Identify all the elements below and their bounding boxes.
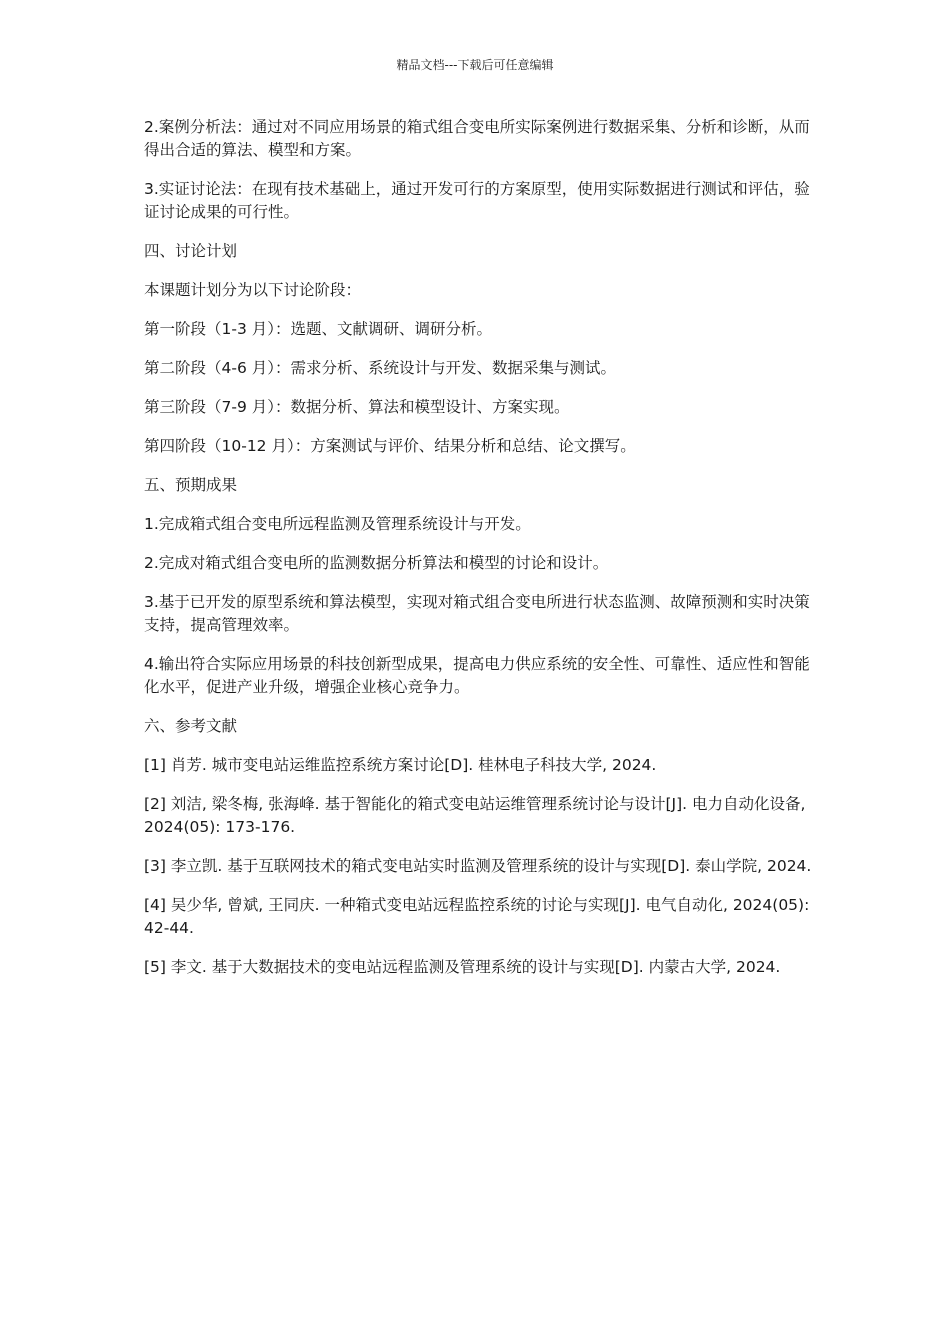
method-empirical: 3.实证讨论法：在现有技术基础上，通过开发可行的方案原型，使用实际数据进行测试和评估，验证讨论成果的可行性。 (144, 180, 810, 221)
plan-stage-3: 第三阶段（7-9 月）：数据分析、算法和模型设计、方案实现。 (144, 398, 570, 416)
page-header: 精品文档---下载后可任意编辑 (396, 58, 554, 72)
result-item-4: 4.输出符合实际应用场景的科技创新型成果，提高电力供应系统的安全性、可靠性、适应性和智能化水平，促进产业升级，增强企业核心竞争力。 (144, 655, 810, 696)
method-case-analysis: 2.案例分析法：通过对不同应用场景的箱式组合变电所实际案例进行数据采集、分析和诊断，从而得出合适的算法、模型和方案。 (144, 118, 810, 159)
reference-item-1: [1] 肖芳. 城市变电站运维监控系统方案讨论[D]. 桂林电子科技大学, 2024. (144, 756, 657, 774)
result-item-2: 2.完成对箱式组合变电所的监测数据分析算法和模型的讨论和设计。 (144, 554, 609, 572)
plan-stage-1: 第一阶段（1-3 月）：选题、文献调研、调研分析。 (144, 320, 492, 338)
section-heading-results: 五、预期成果 (144, 476, 238, 494)
reference-item-5: [5] 李文. 基于大数据技术的变电站远程监测及管理系统的设计与实现[D]. 内蒙古大学, 2024. (144, 958, 781, 976)
section-heading-plan: 四、讨论计划 (144, 242, 238, 260)
document-body (144, 116, 816, 995)
plan-intro: 本课题计划分为以下讨论阶段： (144, 281, 362, 299)
result-item-1: 1.完成箱式组合变电所远程监测及管理系统设计与开发。 (144, 515, 531, 533)
plan-stage-2: 第二阶段（4-6 月）：需求分析、系统设计与开发、数据采集与测试。 (144, 359, 616, 377)
section-heading-references: 六、参考文献 (144, 717, 238, 735)
plan-stage-4: 第四阶段（10-12 月）：方案测试与评价、结果分析和总结、论文撰写。 (144, 437, 636, 455)
reference-item-3: [3] 李立凯. 基于互联网技术的箱式变电站实时监测及管理系统的设计与实现[D]. 泰山学院, 2024. (144, 857, 812, 875)
result-item-3: 3.基于已开发的原型系统和算法模型，实现对箱式组合变电所进行状态监测、故障预测和实时决策支持，提高管理效率。 (144, 593, 810, 634)
reference-item-2: [2] 刘洁, 梁冬梅, 张海峰. 基于智能化的箱式变电站运维管理系统讨论与设计[J]. 电力自动化设备, 2024(05): 173-176. (144, 795, 806, 836)
reference-item-4: [4] 吴少华, 曾斌, 王同庆. 一种箱式变电站远程监控系统的讨论与实现[J]. 电气自动化, 2024(05): 42-44. (144, 896, 810, 937)
